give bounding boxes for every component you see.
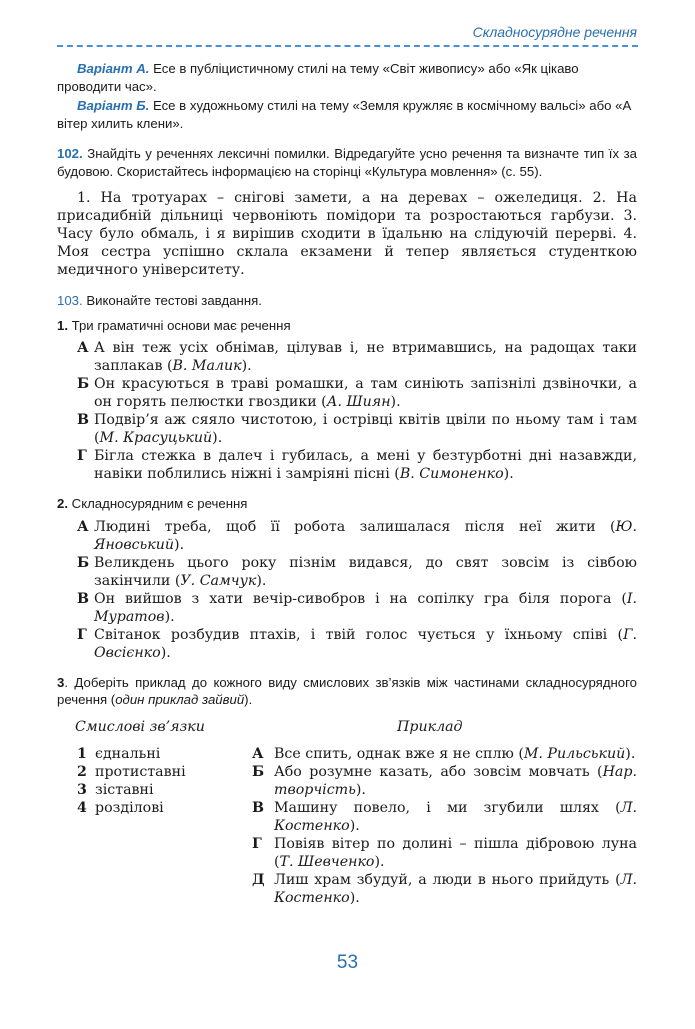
variant-b-label: Варіант Б. xyxy=(77,98,150,113)
q2-option-b-letter: Б xyxy=(77,554,90,571)
right-item-c-end: ). xyxy=(349,817,360,834)
q1-option-b-text: Он красуються в траві ромашки, а там синіють запізнілі дзвіночки, а он горять пелюстки гвоздики ( xyxy=(94,376,637,410)
right-item-d-end: ). xyxy=(374,853,385,870)
right-item-b-letter: Б xyxy=(252,763,265,780)
q1-option-d-end: ). xyxy=(503,466,514,482)
left-item-2-num: 2 xyxy=(77,763,87,780)
q2-option-b-end: ). xyxy=(256,572,267,589)
q1-option-c-end: ). xyxy=(212,430,223,446)
section-header: Складносурядне речення xyxy=(472,24,637,40)
right-item-c-author: Л. Костенко xyxy=(274,799,637,834)
right-item-a-letter: А xyxy=(252,745,264,762)
left-item-2-text: протиставні xyxy=(95,763,186,780)
right-item-e-author: Л. Костенко xyxy=(274,871,637,906)
q2-option-a-letter: А xyxy=(77,518,89,535)
q2-option-d-text: Світанок розбудив птахів, і твій голос чується у їхньому співі ( xyxy=(94,626,624,643)
question-1-text: Три граматичні основи має речення xyxy=(68,317,291,333)
q2-option-b-author: У. Самчук xyxy=(180,572,257,589)
question-1 xyxy=(57,317,637,335)
q1-option-a-text: А він теж усіх обнімав, цілував і, не втримавшись, на радощах таки заплакав ( xyxy=(94,340,637,374)
right-item-b-end: ). xyxy=(355,781,366,798)
q1-option-a-end: ). xyxy=(241,358,252,374)
exercise-103-number: 103. xyxy=(57,293,83,308)
left-item-1-text: єднальні xyxy=(95,745,161,762)
right-item-d-letter: Г xyxy=(252,835,262,852)
q1-option-b-end: ). xyxy=(390,394,401,410)
question-3-text: . Доберіть приклад до кожного виду смислових зв’язків між частинами складносурядного речення ( xyxy=(57,674,637,707)
right-item-c xyxy=(252,799,637,835)
q2-option-d-letter: Г xyxy=(77,626,87,643)
right-item-d-author: Т. Шевченко xyxy=(279,853,375,870)
left-item-4 xyxy=(77,799,252,817)
left-item-1 xyxy=(77,745,252,763)
q1-option-a-author: В. Малик xyxy=(172,358,242,374)
left-item-3-text: зіставні xyxy=(95,781,154,798)
right-item-d-text: Повіяв вітер по долині – пішла дібровою луна ( xyxy=(274,835,637,870)
page-number: 53 xyxy=(336,952,359,973)
q1-option-a-letter: А xyxy=(77,340,89,356)
right-item-e xyxy=(252,871,637,907)
q1-option-d xyxy=(77,447,637,483)
left-item-4-num: 4 xyxy=(77,799,87,816)
right-item-d xyxy=(252,835,637,871)
matching-right-column xyxy=(252,745,637,907)
left-item-4-text: розділові xyxy=(95,799,164,816)
page-content xyxy=(57,60,637,907)
left-item-1-num: 1 xyxy=(77,745,87,762)
question-2-text: Складносурядним є речення xyxy=(68,496,248,511)
exercise-103-task xyxy=(57,292,637,310)
question-2 xyxy=(57,495,637,513)
right-item-a xyxy=(252,745,637,763)
right-item-c-text: Машину повело, і ми згубили шлях ( xyxy=(274,799,621,816)
variant-a-label: Варіант А. xyxy=(77,61,150,76)
q2-option-a-text: Людині треба, щоб її робота залишалася після неї жити ( xyxy=(94,518,616,535)
q2-option-a xyxy=(77,518,637,554)
question-3-end: ). xyxy=(244,692,253,707)
q2-option-c-text: Он вийшов з хати вечір-сивобров і на сопілку гра біля порога ( xyxy=(94,590,627,607)
q2-option-c-letter: В xyxy=(77,590,89,607)
q1-option-c-letter: В xyxy=(77,412,89,428)
matching-left-header: Смислові зв’язки xyxy=(75,718,205,735)
q1-option-b-letter: Б xyxy=(77,376,90,392)
q2-option-a-author: Ю. Яновський xyxy=(94,518,637,553)
question-2-number: 2. xyxy=(57,496,68,511)
exercise-102-number: 102. xyxy=(57,146,83,161)
q2-option-c-author: І. Муратов xyxy=(94,590,637,625)
variant-a-text: Есе в публіцистичному стилі на тему «Світ живопису» або «Як цікаво проводити час». xyxy=(57,61,579,94)
q1-option-c-author: М. Красуцький xyxy=(99,430,213,446)
question-1-number: 1. xyxy=(57,317,68,333)
right-item-e-end: ). xyxy=(349,889,360,906)
q2-option-d-end: ). xyxy=(160,644,171,661)
right-item-e-letter: Д xyxy=(252,871,265,888)
right-item-b-author: Нар. творчість xyxy=(274,763,637,798)
right-item-e-text: Лиш храм збудуй, а люди в нього прийдуть ( xyxy=(274,871,621,888)
q1-option-c xyxy=(77,411,637,447)
right-item-b-text: Або розумне казать, або зовсім мовчать ( xyxy=(274,763,603,780)
header-divider xyxy=(57,45,638,47)
question-2-options xyxy=(77,518,637,662)
q2-option-b-text: Великдень цього року пізнім видався, до свят зовсім із сівбою закінчили ( xyxy=(94,554,637,589)
exercise-102-text: 1. На тротуарах – снігові замети, а на деревах – ожеледиця. 2. На присадибній дільниці червоніють помідори та розростаються гарбузи. 3. Часу було обмаль, і я вирішив сходити в їдальню на слідуючій перерві. 4. Моя сестра успішно склала екзамени й тепер являється студенткою медичного університету. xyxy=(57,190,637,278)
q2-option-c xyxy=(77,590,637,626)
left-item-3 xyxy=(77,781,252,799)
right-item-b xyxy=(252,763,637,799)
right-item-a-text: Все спить, однак вже я не сплю ( xyxy=(274,745,524,762)
q1-option-c-text: Подвір’я аж сяяло чистотою, і острівці квітів цвіли по ньому там і там ( xyxy=(94,412,637,446)
exercise-102-task-text: Знайдіть у реченнях лексичні помилки. Відредагуйте усно речення та визначте тип їх за будовою. Скористайтесь інформацією на сторінці «Культура мовлення» (с. 55). xyxy=(57,146,637,179)
q1-option-b-author: А. Шиян xyxy=(326,394,391,410)
matching-headers xyxy=(57,719,637,735)
q1-option-a xyxy=(77,339,637,375)
right-item-a-author: М. Рильський xyxy=(523,745,626,762)
question-3-number: 3 xyxy=(57,674,65,690)
matching-table xyxy=(57,745,637,907)
q2-option-a-end: ). xyxy=(174,536,185,553)
question-3-note: один приклад зайвий xyxy=(115,692,245,707)
q1-option-d-letter: Г xyxy=(77,448,87,464)
q1-option-d-author: В. Симоненко xyxy=(399,466,504,482)
q2-option-d xyxy=(77,626,637,662)
question-1-options xyxy=(77,339,637,483)
variant-b-text: Есе в художньому стилі на тему «Земля кружляє в космічному вальсі» або «А вітер хилить клени». xyxy=(57,98,632,131)
right-item-c-letter: В xyxy=(252,799,264,816)
variant-a xyxy=(57,60,637,95)
exercise-102-task xyxy=(57,145,637,180)
variant-b xyxy=(57,97,637,132)
q1-option-b xyxy=(77,375,637,411)
matching-left-column xyxy=(57,745,252,907)
q2-option-b xyxy=(77,554,637,590)
q1-option-d-text: Бігла стежка в далеч і губилась, а мені у безтурботні дні назавжди, навіки поблились ніжні і замріяні пісні ( xyxy=(94,448,637,482)
question-3 xyxy=(57,674,637,709)
matching-right-header: Приклад xyxy=(397,718,463,735)
left-item-3-num: 3 xyxy=(77,781,87,798)
q2-option-c-end: ). xyxy=(164,608,175,625)
right-item-a-end: ). xyxy=(625,745,636,762)
q2-option-d-author: Г. Овсієнко xyxy=(94,626,637,661)
left-item-2 xyxy=(77,763,252,781)
exercise-103-task-text: Виконайте тестові завдання. xyxy=(82,293,262,308)
